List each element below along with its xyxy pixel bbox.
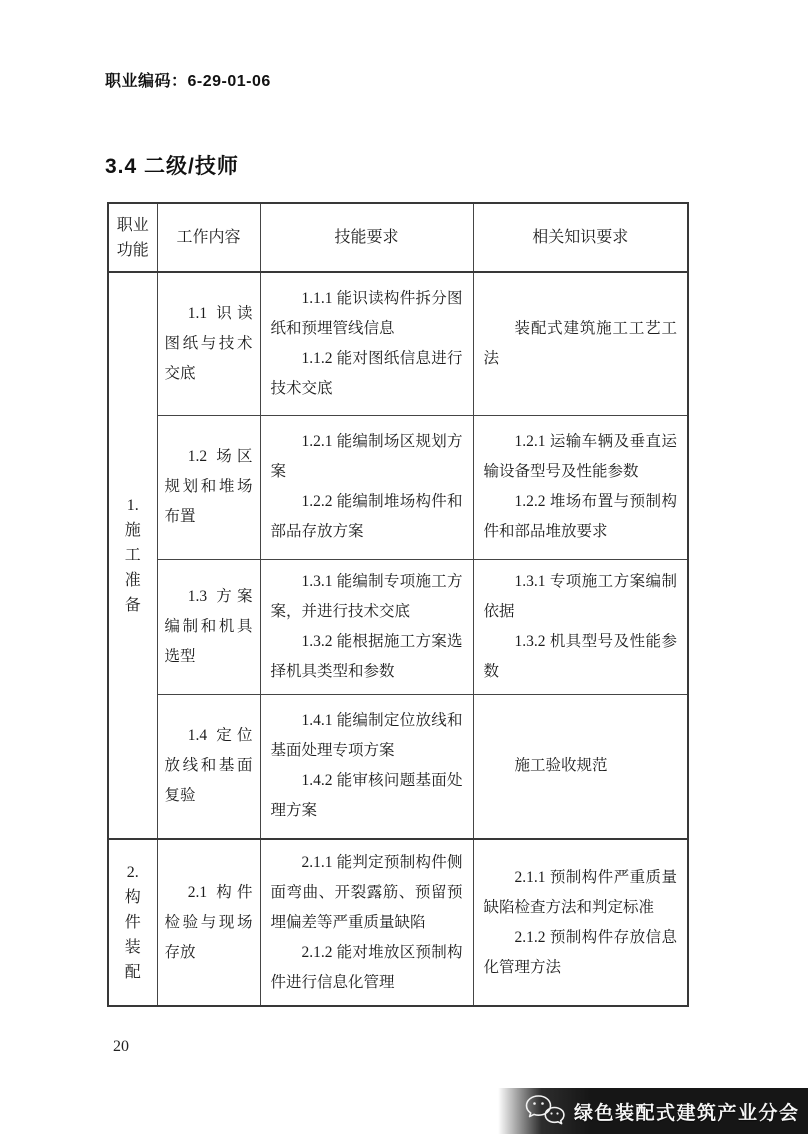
function-char: 2. — [126, 864, 139, 881]
page-title: 3.4 二级/技师 — [105, 155, 239, 178]
skill-cell-2-1 — [260, 839, 473, 1006]
work-text: 1.4 定位放线和基面复验 — [164, 727, 253, 805]
work-cell-1-3 — [157, 559, 260, 694]
work-text: 1.2 场区规划和堆场布置 — [164, 448, 253, 525]
knowledge-item: 1.3.1 专项施工方案编制依据 — [483, 572, 677, 620]
knowledge-cell-1-4 — [473, 694, 688, 839]
function-char: 施 — [124, 522, 141, 539]
work-cell-1-2 — [157, 415, 260, 559]
table-header-row — [108, 203, 688, 272]
header-function-line1: 职业 — [116, 216, 149, 234]
function-char: 1. — [126, 497, 139, 514]
header-knowledge: 相关知识要求 — [473, 203, 688, 272]
function-char: 装 — [124, 939, 141, 956]
skill-item: 1.4.2 能审核问题基面处理方案 — [270, 772, 463, 820]
skill-cell-1-1 — [260, 272, 473, 415]
table-row — [108, 415, 688, 559]
skill-item: 2.1.2 能对堆放区预制构件进行信息化管理 — [270, 943, 463, 991]
work-cell-2-1 — [157, 839, 260, 1006]
skill-cell-1-3 — [260, 559, 473, 694]
function-char: 配 — [124, 964, 141, 981]
skill-item: 1.1.2 能对图纸信息进行技术交底 — [270, 349, 463, 397]
skill-item: 1.3.1 能编制专项施工方案，并进行技术交底 — [270, 572, 463, 620]
skill-cell-1-2 — [260, 415, 473, 559]
skill-item: 1.4.1 能编制定位放线和基面处理专项方案 — [270, 712, 463, 760]
header-function-line2: 功能 — [116, 241, 149, 259]
knowledge-item: 1.2.2 堆场布置与预制构件和部品堆放要求 — [483, 493, 677, 540]
table-row — [108, 272, 688, 415]
knowledge-cell-1-2 — [473, 415, 688, 559]
skill-item: 1.1.1 能识读构件拆分图纸和预埋管线信息 — [270, 289, 463, 337]
function-cell-construction-prep — [108, 272, 157, 839]
skill-item: 1.3.2 能根据施工方案选择机具类型和参数 — [270, 632, 463, 680]
skill-requirements-table — [107, 202, 689, 1007]
work-text: 1.1 识读图纸与技术交底 — [164, 304, 253, 382]
knowledge-cell-1-3 — [473, 559, 688, 694]
work-cell-1-4 — [157, 694, 260, 839]
table-row — [108, 839, 688, 1006]
work-cell-1-1 — [157, 272, 260, 415]
knowledge-item: 装配式建筑施工工艺工法 — [483, 319, 677, 367]
header-work: 工作内容 — [157, 203, 260, 272]
function-char: 工 — [124, 547, 141, 564]
knowledge-cell-1-1 — [473, 272, 688, 415]
header-function — [108, 203, 157, 272]
table-row — [108, 694, 688, 839]
knowledge-item: 施工验收规范 — [514, 757, 608, 775]
skill-item: 1.2.1 能编制场区规划方案 — [270, 433, 463, 480]
footer-watermark-band — [498, 1088, 808, 1134]
chat-bubbles-logo-icon — [524, 1093, 566, 1129]
page-number: 20 — [113, 1038, 129, 1055]
table-row — [108, 559, 688, 694]
work-text: 1.3 方案编制和机具选型 — [164, 587, 253, 665]
knowledge-item: 2.1.2 预制构件存放信息化管理方法 — [483, 928, 677, 976]
function-cell-component-assembly — [108, 839, 157, 1006]
knowledge-item: 1.3.2 机具型号及性能参数 — [483, 632, 677, 680]
function-char: 构 — [124, 889, 141, 906]
skill-item: 1.2.2 能编制堆场构件和部品存放方案 — [270, 493, 463, 540]
function-char: 件 — [124, 914, 141, 931]
skill-cell-1-4 — [260, 694, 473, 839]
footer-brand-text: 绿色装配式建筑产业分会 — [574, 1102, 800, 1124]
occupation-code: 职业编码：6-29-01-06 — [105, 73, 271, 90]
header-skill: 技能要求 — [260, 203, 473, 272]
work-text: 2.1 构件检验与现场存放 — [164, 883, 253, 961]
knowledge-item: 1.2.1 运输车辆及垂直运输设备型号及性能参数 — [483, 433, 677, 480]
skill-item: 2.1.1 能判定预制构件侧面弯曲、开裂露筋、预留预埋偏差等严重质量缺陷 — [270, 853, 463, 931]
function-char: 准 — [124, 572, 141, 589]
function-char: 备 — [124, 597, 141, 614]
knowledge-cell-2-1 — [473, 839, 688, 1006]
knowledge-item: 2.1.1 预制构件严重质量缺陷检查方法和判定标准 — [483, 868, 677, 916]
